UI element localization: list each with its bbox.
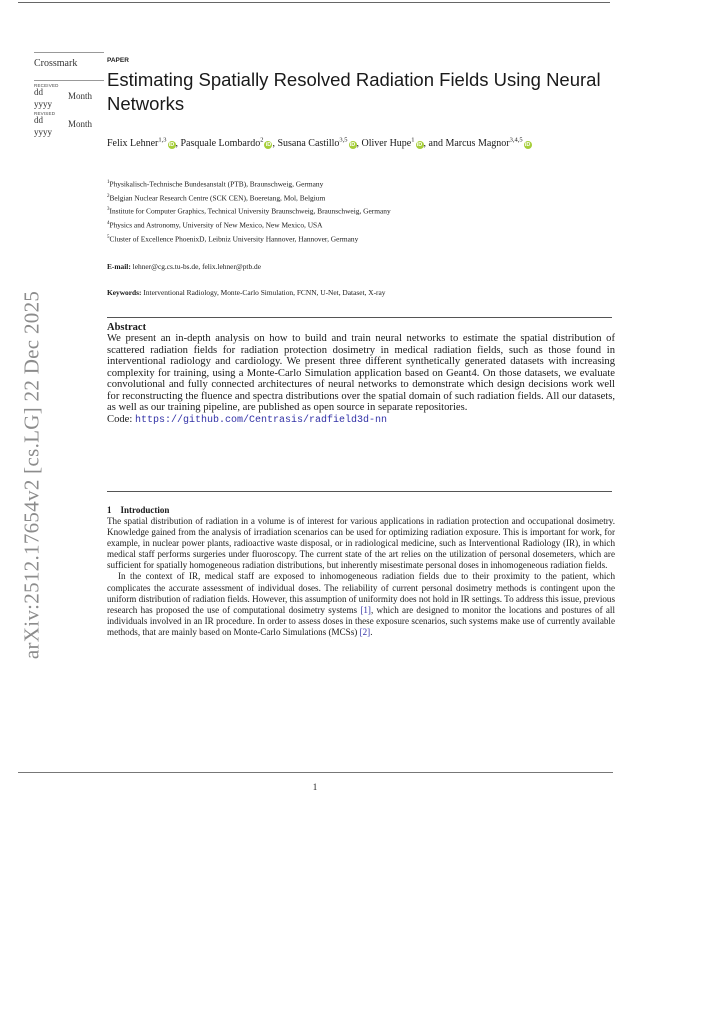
author-sep: , (272, 138, 278, 150)
author (445, 138, 531, 149)
keywords-value: Interventional Radiology, Monte-Carlo Simulation, FCNN, U-Net, Dataset, X-ray (143, 288, 386, 297)
orcid-icon[interactable]: iD (416, 142, 423, 149)
affiliation (107, 232, 607, 246)
affiliation-text: Institute for Computer Graphics, Technical University Braunschweig, Braunschweig, Germany (109, 206, 391, 216)
affiliation (107, 218, 607, 232)
affiliation-list (107, 177, 607, 245)
keywords-label: Keywords: (107, 288, 142, 297)
author (277, 138, 361, 149)
author-affil: 3,4,5 (509, 137, 523, 144)
author-sep: , (175, 138, 181, 150)
keywords-line (107, 288, 386, 297)
code-link[interactable]: https://github.com/Centrasis/radfield3d-nn (134, 414, 388, 426)
orcid-icon[interactable]: iD (265, 142, 272, 149)
citation-link[interactable]: [1] (360, 604, 371, 615)
author-affil: 1,3 (158, 137, 167, 144)
orcid-icon[interactable]: iD (349, 142, 356, 149)
author (362, 138, 446, 149)
author-name: Susana Castillo (277, 138, 340, 150)
affiliation-text: Belgian Nuclear Research Centre (SCK CEN), Boeretang, Mol, Belgium (109, 193, 326, 203)
affiliation-number: 1 (107, 180, 110, 185)
revised-year: yyyy (34, 127, 52, 137)
affiliation (107, 204, 607, 218)
paragraph (107, 571, 615, 638)
affiliation-number: 4 (107, 221, 110, 227)
author-name: Pasquale Lombardo (180, 138, 261, 150)
revised-year-row (34, 128, 104, 136)
author (107, 138, 181, 149)
affiliation-text: Physics and Astronomy, University of New Mexico, New Mexico, USA (109, 220, 323, 230)
received-month: Month (68, 91, 93, 101)
orcid-icon[interactable]: iD (524, 142, 531, 149)
margin-rule-received (34, 80, 104, 81)
paragraph-text: In the context of IR, medical staff are exposed to inhomogeneous radiation fields due to their proximity to the patient, which complicates the accurate assessment of individual doses. The reliability of current personal dosimetry methods is contingent upon the uniform distribution of radiation fields. However, this assumption of uniformity does not hold in IR settings. To address this issue, previous research has proposed the use of computational dosimetry systems (107, 571, 615, 615)
revised-label: REVISED (34, 111, 56, 116)
arxiv-identifier: arXiv:2512.17654v2 [cs.LG] 22 Dec 2025 (19, 290, 44, 660)
received-block (34, 83, 104, 108)
received-label: RECEIVED (34, 83, 59, 88)
email-address[interactable]: lehner@cg.cs.tu-bs.de, felix.lehner@ptb.de (132, 262, 262, 271)
affiliation-number: 3 (107, 207, 110, 213)
affiliation-text: Physikalisch-Technische Bundesanstalt (PTB), Braunschweig, Germany (109, 179, 324, 189)
code-label: Code: (107, 413, 133, 425)
abstract-rule-bottom (107, 491, 612, 492)
citation-link[interactable]: [2] (359, 626, 371, 637)
author-sep: , and (423, 138, 446, 150)
author-list (107, 134, 607, 150)
header-rule (18, 2, 610, 3)
section-title: Introduction (120, 505, 170, 515)
footer-rule (18, 772, 613, 773)
received-day: dd (34, 87, 43, 97)
paper-title: Estimating Spatially Resolved Radiation Fields Using Neural Networks (107, 69, 601, 114)
paragraph-text: . (370, 626, 373, 637)
received-year: yyyy (34, 99, 52, 109)
affiliation-number: 2 (107, 193, 110, 199)
paragraph: The spatial distribution of radiation in a volume is of interest for various applications in radiation protection and occupational dosimetry. Knowledge gained from the analysis of irradiation scenarios can be used for optimizing radiation exposure. This is important for work, for example, in nuclear power plants, radioactive waste disposal, or in radiological medicine, such as Interventional Radiology (IR), in which medical staff performs surgeries under fluoroscopy. The current state of the art relies on the utilization of personal dosemeters, which are sufficient for spatially homogeneous radiation distributions, but inherently misestimate personal doses in inhomogeneous radiation fields. (107, 516, 615, 571)
crossmark-link[interactable]: Crossmark (34, 58, 78, 69)
author-name: Felix Lehner (107, 138, 159, 150)
author-sep: , (356, 138, 362, 150)
abstract-rule-top (107, 317, 612, 318)
abstract-heading: Abstract (107, 322, 147, 333)
section-body (107, 516, 615, 638)
margin-rule-top (34, 52, 104, 53)
paragraph-text: , which are designed to monitor the locations and postures of all individuals involved in an IR procedure. In order to assess doses in these exposure scenarios, such systems make use of currently available methods, that are mainly based on Monte-Carlo Simulations (MCSs) (107, 604, 615, 637)
author-affil: 2 (260, 137, 264, 144)
email-label: E-mail: (107, 262, 131, 271)
section-heading (107, 505, 169, 515)
paper-tag: PAPER (107, 57, 129, 64)
revised-day: dd (34, 115, 43, 125)
received-year-row (34, 100, 104, 108)
author-name: Oliver Hupe (361, 138, 412, 150)
affiliation (107, 191, 607, 205)
abstract-body (107, 333, 615, 426)
email-line (107, 262, 261, 271)
revised-block (34, 111, 104, 136)
arxiv-sidebar (15, 290, 49, 660)
affiliation (107, 177, 607, 191)
page-number: 1 (312, 782, 318, 792)
affiliation-number: 5 (107, 234, 110, 240)
author-affil: 1 (411, 137, 415, 144)
orcid-icon[interactable]: iD (168, 142, 175, 149)
revised-month: Month (68, 119, 93, 129)
affiliation-text: Cluster of Excellence PhoenixD, Leibniz University Hannover, Hannover, Germany (109, 234, 359, 244)
author (181, 138, 278, 149)
section-number: 1 (107, 505, 112, 515)
author-affil: 3,5 (339, 137, 348, 144)
author-name: Marcus Magnor (445, 138, 510, 150)
abstract-text: We present an in-depth analysis on how to build and train neural networks to estimate the spatial distribution of scattered radiation fields for radiation protection dosimetry in medical radiation fields, such as those found in interventional radiology and cardiology. We present three different synthetically generated datasets with increasing complexity for training, using a Monte-Carlo Simulation application based on Geant4. On those datasets, we evaluate convolutional and fully connected architectures of neural networks to demonstrate which design decisions work well for reconstructing the fluence and spectra distributions over the spatial domain of such radiation fields. All our datasets, as well as our training pipeline, are published as open source in separate repositories. (107, 333, 615, 414)
